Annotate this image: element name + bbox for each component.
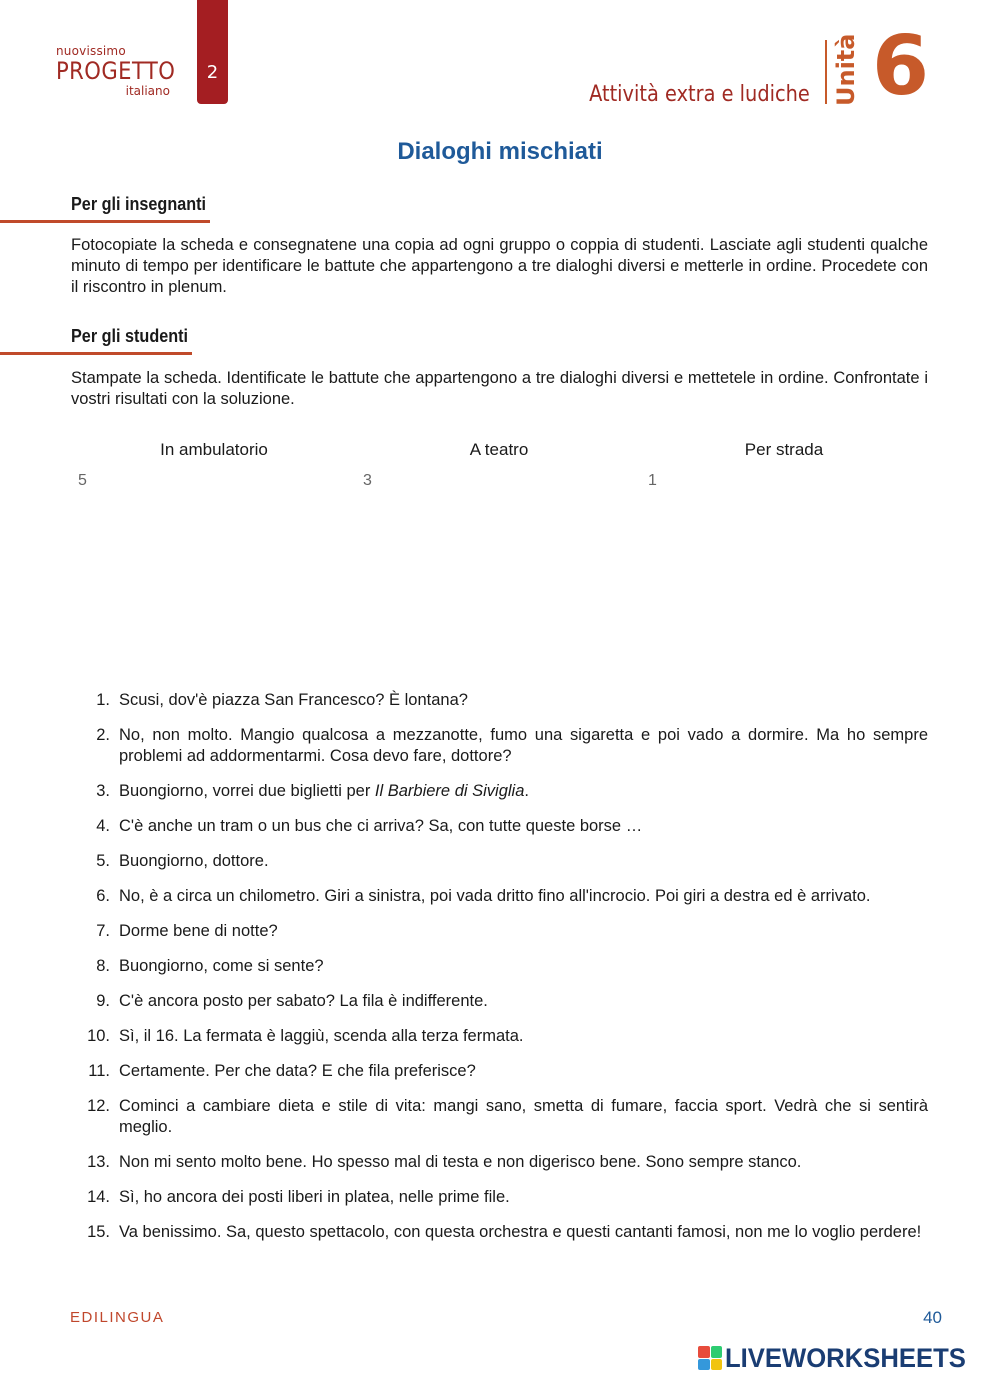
- list-item: 15. Va benissimo. Sa, questo spettacolo, con questa orchestra e questi cantanti famosi, non me lo voglio perdere!: [87, 1223, 922, 1241]
- brand-line-2: PROGETTO: [56, 57, 176, 85]
- brand-line-1: nuovissimo: [56, 44, 126, 58]
- students-underline: [0, 352, 192, 355]
- list-item: 4. C'è anche un tram o un bus che ci arriva? Sa, con tutte queste borse …: [96, 817, 643, 835]
- answer-slot-ambulatorio[interactable]: 5: [78, 472, 87, 489]
- volume-tab: 2: [197, 0, 228, 104]
- list-item: 2. No, non molto. Mangio qualcosa a mezzanotte, fumo una sigaretta e poi vado a dormire. Ma ho sempre problemi ad addormentarmi. Cosa devo fare, dottore?: [96, 726, 928, 765]
- liveworksheets-watermark[interactable]: [698, 1344, 979, 1372]
- answer-slot-strada[interactable]: 1: [648, 472, 657, 489]
- students-text: Stampate la scheda. Identificate le battute che appartengono a tre dialoghi diversi e mettetele in ordine. Confrontate i vostri risultati con la soluzione.: [71, 369, 928, 408]
- unit-number: 6: [872, 19, 930, 114]
- line-text: C'è anche un tram o un bus che ci arriva? Sa, con tutte queste borse …: [119, 817, 643, 835]
- list-item: 9. C'è ancora posto per sabato? La fila è indifferente.: [96, 992, 488, 1010]
- liveworksheets-icon: [698, 1346, 722, 1370]
- line-text: C'è ancora posto per sabato? La fila è indifferente.: [119, 992, 488, 1010]
- opera-title: Il Barbiere di Siviglia: [374, 782, 525, 800]
- line-text: Non mi sento molto bene. Ho spesso mal di testa e non digerisco bene. Sono sempre stanco.: [119, 1153, 802, 1171]
- dialogue-lines-list: [84, 690, 928, 1257]
- list-item: 3. Buongiorno, vorrei due biglietti per Il Barbiere di Siviglia.: [96, 782, 529, 800]
- list-item: 6. No, è a circa un chilometro. Giri a sinistra, poi vada dritto fino all'incrocio. Poi giri a destra ed è arrivato.: [96, 887, 871, 905]
- teachers-text: Fotocopiate la scheda e consegnatene una copia ad ogni gruppo o coppia di studenti. Lasciate agli studenti qualche minuto di tempo per identificare le battute che appartengono a tre dialoghi diversi e metterle in ordine. Procedete con il riscontro in plenum.: [71, 236, 928, 296]
- list-item: 5. Buongiorno, dottore.: [96, 852, 269, 870]
- line-text: No, non molto. Mangio qualcosa a mezzanotte, fumo una sigaretta e poi vado a dormire. Ma ho sempre problemi ad addormentarmi. Cosa devo fare, dottore?: [119, 726, 928, 765]
- answer-slot-teatro[interactable]: 3: [363, 472, 372, 489]
- line-text: Certamente. Per che data? E che fila preferisce?: [119, 1062, 476, 1080]
- line-text: Dorme bene di notte?: [119, 922, 278, 940]
- students-heading: Per gli studenti: [71, 326, 189, 346]
- line-text: Sì, il 16. La fermata è laggiù, scenda alla terza fermata.: [119, 1027, 524, 1045]
- list-item: 13. Non mi sento molto bene. Ho spesso mal di testa e non digerisco bene. Sono sempre stanco.: [87, 1153, 802, 1171]
- column-header-teatro: A teatro: [469, 440, 529, 459]
- unit-label: Unità: [832, 33, 860, 106]
- list-item: 8. Buongiorno, come si sente?: [96, 957, 324, 975]
- list-item: 12. Cominci a cambiare dieta e stile di vita: mangi sano, smetta di fumare, faccia sport. Vedrà che si sentirà meglio.: [87, 1097, 928, 1136]
- line-text: Cominci a cambiare dieta e stile di vita: mangi sano, smetta di fumare, faccia sport. Vedrà che si sentirà meglio.: [119, 1097, 928, 1136]
- line-text: Buongiorno, vorrei due biglietti per Il Barbiere di Siviglia.: [119, 782, 529, 800]
- line-text: Buongiorno, come si sente?: [119, 957, 324, 975]
- page-number: 40: [923, 1308, 942, 1327]
- brand-line-3: italiano: [125, 84, 170, 98]
- line-text: No, è a circa un chilometro. Giri a sinistra, poi vada dritto fino all'incrocio. Poi giri a destra ed è arrivato.: [119, 887, 871, 905]
- column-header-strada: Per strada: [744, 440, 824, 459]
- teachers-heading: Per gli insegnanti: [71, 194, 207, 214]
- list-item: 11. Certamente. Per che data? E che fila preferisce?: [88, 1062, 476, 1080]
- page-title: Dialoghi mischiati: [397, 138, 603, 165]
- line-text: Va benissimo. Sa, questo spettacolo, con questa orchestra e questi cantanti famosi, non me lo voglio perdere!: [119, 1223, 922, 1241]
- line-text: Buongiorno, dottore.: [119, 852, 269, 870]
- line-text: Scusi, dov'è piazza San Francesco? È lontana?: [119, 691, 468, 709]
- line-text: Sì, ho ancora dei posti liberi in platea, nelle prime file.: [119, 1188, 510, 1206]
- column-header-ambulatorio: In ambulatorio: [160, 440, 268, 459]
- list-item: 10. Sì, il 16. La fermata è laggiù, scenda alla terza fermata.: [87, 1027, 524, 1045]
- list-item: 1. Scusi, dov'è piazza San Francesco? È lontana?: [96, 691, 468, 709]
- list-item: 14. Sì, ho ancora dei posti liberi in platea, nelle prime file.: [87, 1188, 510, 1206]
- header-divider: [825, 40, 827, 104]
- liveworksheets-text: LIVEWORKSHEETS: [725, 1342, 966, 1373]
- list-item: 7. Dorme bene di notte?: [96, 922, 278, 940]
- section-title: Attività extra e ludiche: [589, 82, 810, 107]
- teachers-underline: [0, 220, 210, 223]
- brand-logo: [56, 44, 192, 98]
- publisher-logo: EDILINGUA: [70, 1309, 165, 1326]
